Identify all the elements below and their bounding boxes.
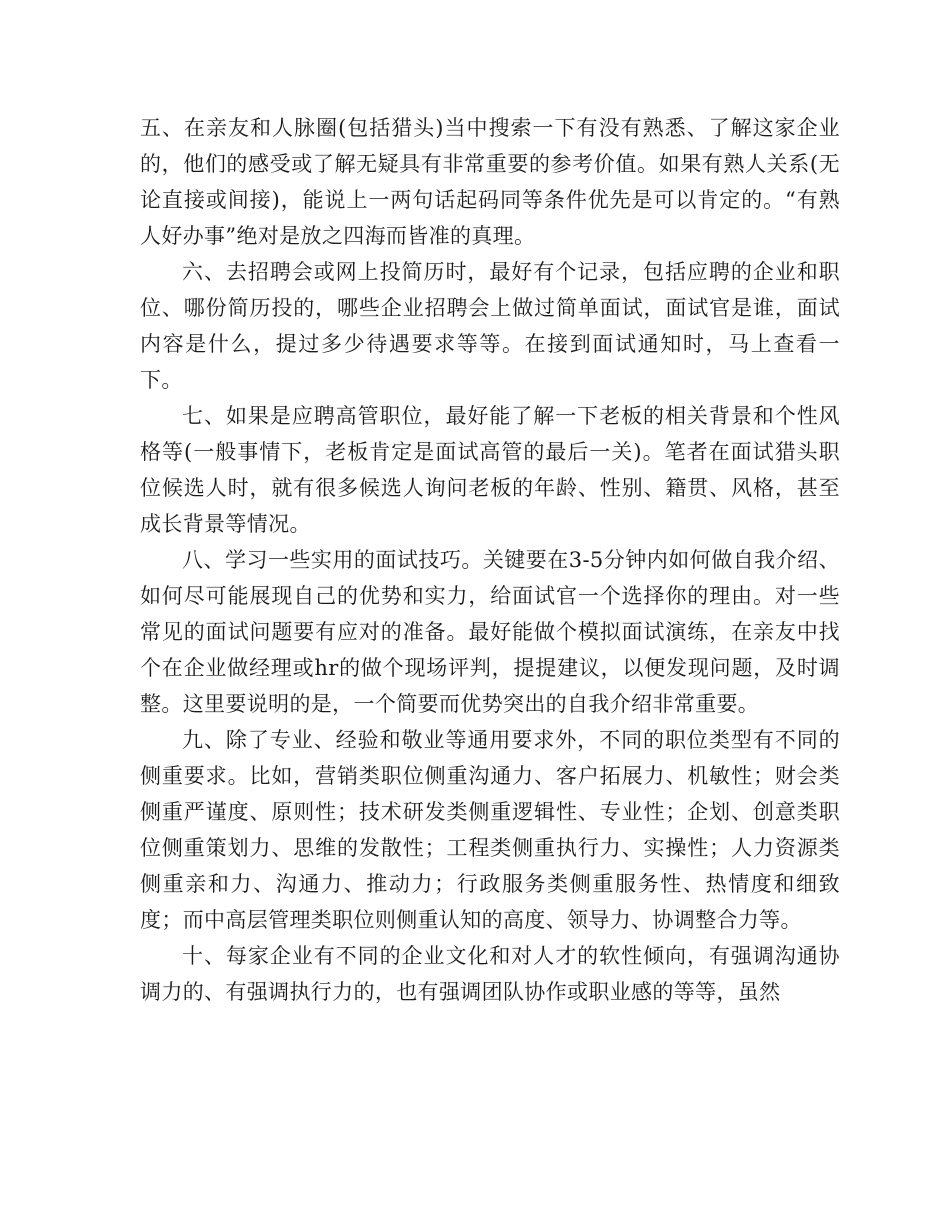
document-body: [140, 110, 840, 1010]
paragraph-5: 五、在亲友和人脉圈(包括猎头)当中搜索一下有没有熟悉、了解这家企业的，他们的感受或了解无疑具有非常重要的参考价值。如果有熟人关系(无论直接或间接)，能说上一两句话起码同等条件优先是可以肯定的。“有熟人好办事”绝对是放之四海而皆准的真理。: [140, 116, 840, 248]
paragraph-6: 六、去招聘会或网上投简历时，最好有个记录，包括应聘的企业和职位、哪份简历投的，哪些企业招聘会上做过简单面试，面试官是谁，面试内容是什么，提过多少待遇要求等等。在接到面试通知时，马上查看一下。: [140, 260, 840, 392]
paragraph-9: 九、除了专业、经验和敬业等通用要求外，不同的职位类型有不同的侧重要求。比如，营销类职位侧重沟通力、客户拓展力、机敏性；财会类侧重严谨度、原则性；技术研发类侧重逻辑性、专业性；企划、创意类职位侧重策划力、思维的发散性；工程类侧重执行力、实操性；人力资源类侧重亲和力、沟通力、推动力；行政服务类侧重服务性、热情度和细致度；而中高层管理类职位则侧重认知的高度、领导力、协调整合力等。: [140, 728, 840, 932]
paragraph-7: 七、如果是应聘高管职位，最好能了解一下老板的相关背景和个性风格等(一般事情下，老板肯定是面试高管的最后一关)。笔者在面试猎头职位候选人时，就有很多候选人询问老板的年龄、性别、籍贯、风格，甚至成长背景等情况。: [140, 404, 840, 536]
paragraph-8: 八、学习一些实用的面试技巧。关键要在3-5分钟内如何做自我介绍、如何尽可能展现自己的优势和实力，给面试官一个选择你的理由。对一些常见的面试问题要有应对的准备。最好能做个模拟面试演练，在亲友中找个在企业做经理或hr的做个现场评判，提提建议，以便发现问题，及时调整。这里要说明的是，一个简要而优势突出的自我介绍非常重要。: [140, 548, 840, 716]
paragraph-10: 十、每家企业有不同的企业文化和对人才的软性倾向，有强调沟通协调力的、有强调执行力的，也有强调团队协作或职业感的等等，虽然: [140, 944, 840, 1004]
